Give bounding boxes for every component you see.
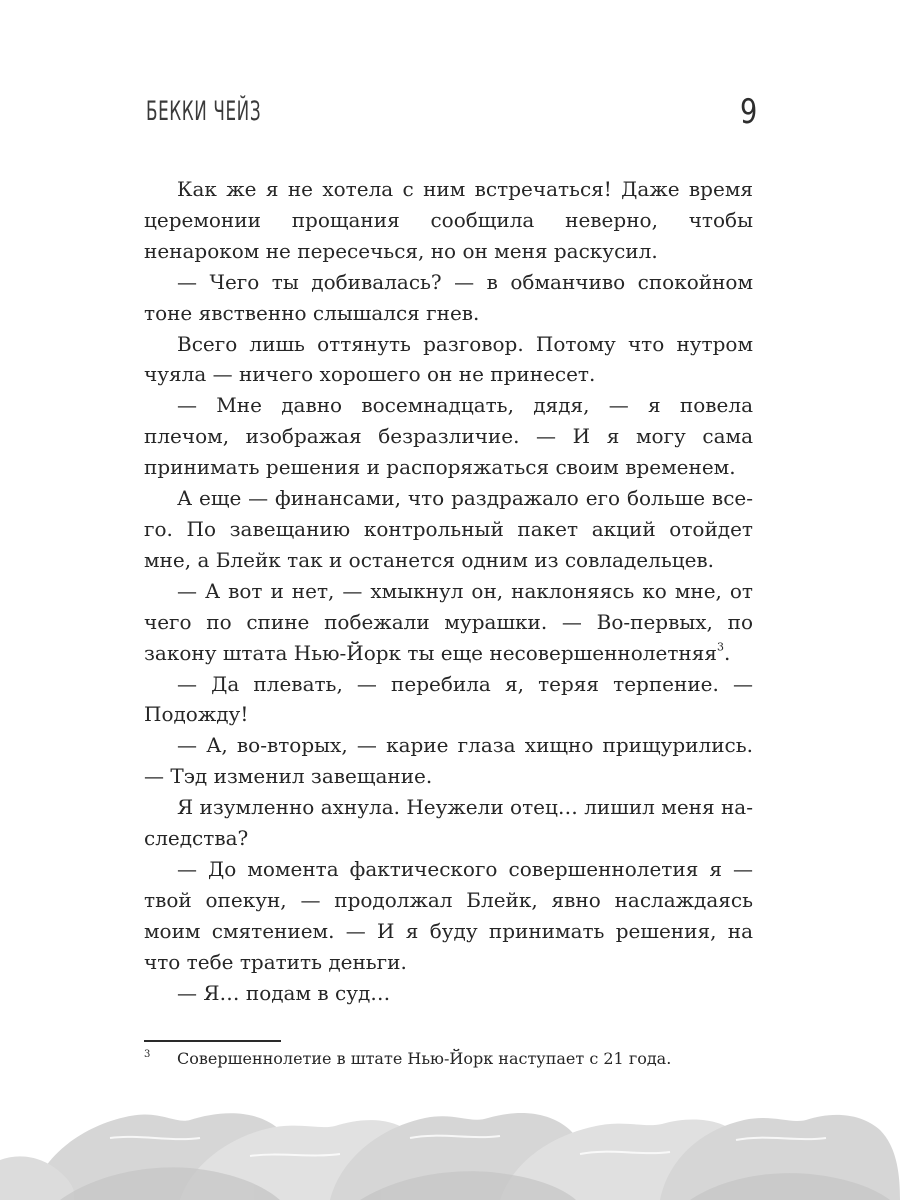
footnote-divider — [144, 1040, 281, 1042]
body-text — [144, 174, 753, 1008]
paragraph: А еще — финансами, что раздражало его больше всего. По завещанию контрольный пакет акций отойдет мне, а Блейк так и останется одним из совладельцев. — [144, 486, 753, 572]
paragraph-end-punct: . — [723, 640, 731, 665]
paragraph: — Чего ты добивалась? — в обманчиво спокойном тоне явственно слышался гнев. — [144, 269, 753, 325]
paragraph: — Я… подам в суд… — [177, 980, 391, 1005]
paragraph: Всего лишь оттянуть разговор. Потому что нутром чуяла — ничего хорошего он не принесет. — [144, 331, 753, 387]
paragraph: — Мне давно восемнадцать, дядя, — я повела плечом, изображая безразличие. — И я могу сама принимать решения и распоряжаться своим временем. — [144, 393, 753, 480]
running-head-author: БЕККИ ЧЕЙЗ — [146, 96, 262, 127]
paragraph-with-footnote — [144, 576, 753, 669]
paragraph: — А, во-вторых, — карие глаза хищно прищурились. — Тэд изменил завещание. — [144, 733, 753, 789]
paragraph: Я изумленно ахнула. Неужели отец… лишил меня наследства? — [144, 795, 753, 851]
paragraph-text: — А вот и нет, — хмыкнул он, наклоняясь ко мне, от чего по спине побежали мурашки. — Во-первых, по закону штата Нью-Йорк ты еще несовершеннолетняя — [144, 578, 753, 665]
footnote-mark: 3 — [144, 1049, 151, 1060]
paragraph: Как же я не хотела с ним встречаться! Даже время церемонии прощания сообщила неверно, чтобы ненароком не пересечься, но он меня раскусил. — [144, 177, 753, 263]
footnote-reference[interactable]: 3 — [716, 640, 724, 654]
paragraph: — До момента фактического совершеннолетия я — твой опекун, — продолжал Блейк, явно наслаждаясь моим смятением. — И я буду принимать решения, на что тебе тратить деньги. — [144, 856, 753, 974]
paragraph: — Да плевать, — перебила я, теряя терпение. — Подожду! — [144, 671, 753, 727]
lips-pattern-icon — [0, 1068, 900, 1200]
footnote-text: Совершеннолетие в штате Нью-Йорк наступает с 21 года. — [177, 1049, 672, 1068]
page-number: 9 — [740, 92, 758, 132]
